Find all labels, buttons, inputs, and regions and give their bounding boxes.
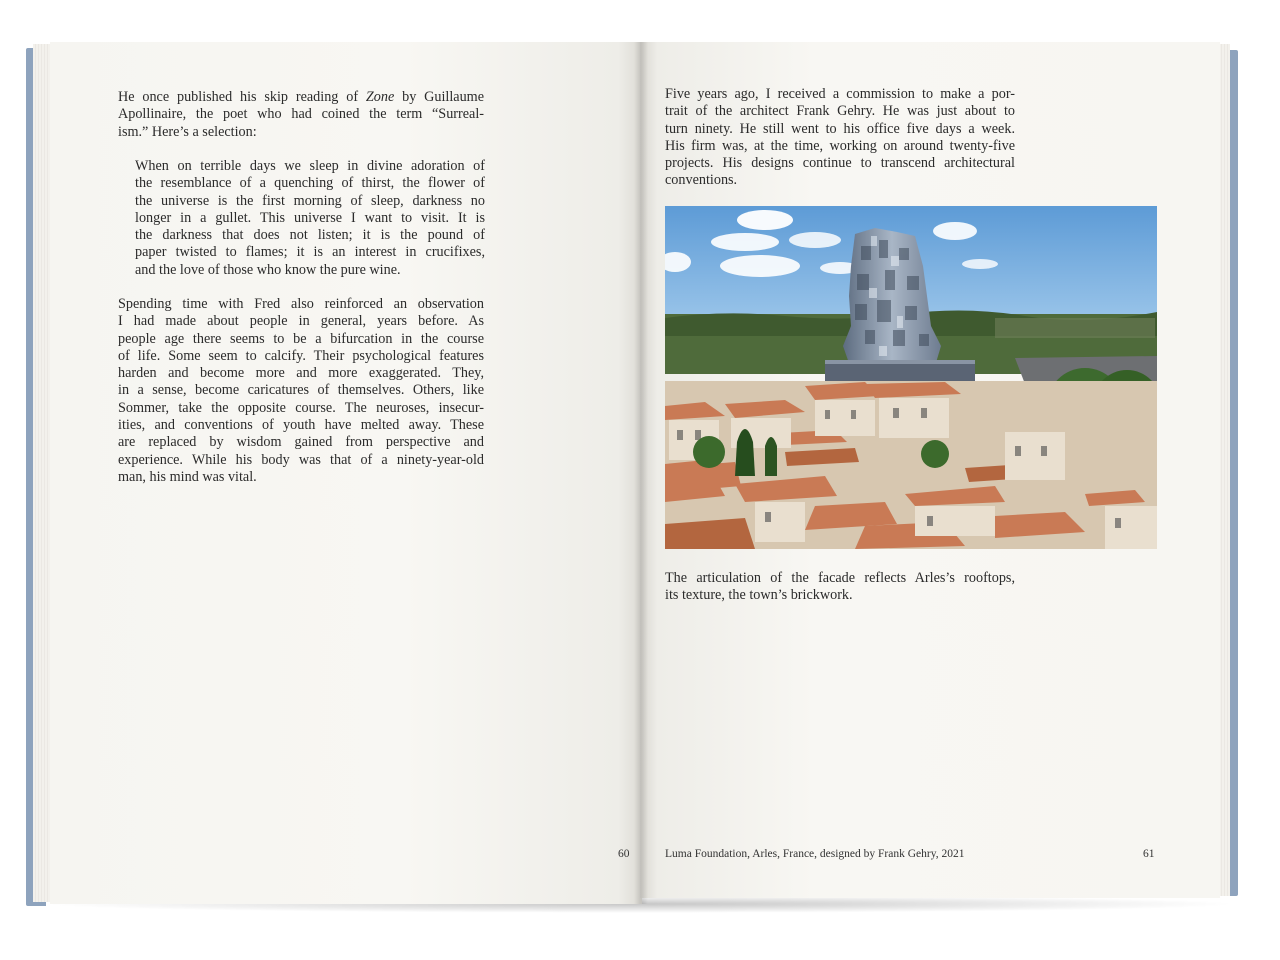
text-line: Spending time with Fred also reinforced an observation [118,296,484,312]
book-gutter [634,42,648,904]
text-line: I had made about people in general, years before. As [118,313,484,330]
text-line: of life. Some seem to calcify. Their psychological features [118,347,484,364]
text-line: ities, and conventions of youth have melted away. These [118,417,484,434]
quote-line: longer in a gullet. This universe I want to visit. It is [135,209,485,226]
quote-line: paper twisted to flames; it is an interest in crucifixes, [135,244,485,261]
quote-line: the universe is the first morning of sleep, darkness no [135,192,485,209]
caption-line: its texture, the town’s brickwork. [665,587,853,604]
text-line: Sommer, take the opposite course. The neuroses, insecur- [118,399,484,416]
text-line: ism.” Here’s a selection: [118,123,257,140]
text-line: turn ninety. He still went to his office five days a week. [665,120,1015,137]
text-line: in a sense, become caricatures of themselves. Others, like [118,382,484,399]
quote-line: When on terrible days we sleep in divine adoration of [135,158,485,174]
page-number-left: 60 [618,848,630,860]
caption-line: The articulation of the facade reflects Arles’s rooftops, [665,570,1015,586]
photo-luma-tower-arles [665,206,1157,549]
block-quote [135,158,485,279]
left-paragraph-intro [118,89,484,141]
text-line: harden and become more and more exaggerated. They, [118,365,484,382]
left-paragraph-observation [118,296,484,486]
quote-line: the resemblance of a quenching of thirst, the flower of [135,175,485,192]
quote-line: and the love of those who know the pure wine. [135,261,401,278]
photo-caption [665,570,1015,605]
text-line: are replaced by wisdom gained from perspective and [118,434,484,451]
page-number-right: 61 [1143,848,1155,860]
text-line: His firm was, at the time, working on around twenty-five [665,137,1015,154]
quote-line: the darkness that does not listen; it is the pound of [135,227,485,244]
text-line: people age there seems to be a bifurcation in the course [118,330,484,347]
text-line: trait of the architect Frank Gehry. He was just about to [665,103,1015,120]
text-line: conventions. [665,172,738,189]
text-line: Five years ago, I received a commission to make a por- [665,86,1015,102]
book-title-zone: Zone [365,89,395,105]
text-line: man, his mind was vital. [118,468,257,485]
text-line: Apollinaire, the poet who had coined the term “Surreal- [118,106,484,123]
text-line: projects. His designs continue to transcend architectural [665,155,1015,172]
photo-credit: Luma Foundation, Arles, France, designed by Frank Gehry, 2021 [665,848,965,860]
text-line: He once published his skip reading of Zone by Guillaume [118,89,485,105]
right-paragraph-gehry [665,86,1015,190]
text-line: experience. While his body was that of a ninety-year-old [118,451,484,468]
